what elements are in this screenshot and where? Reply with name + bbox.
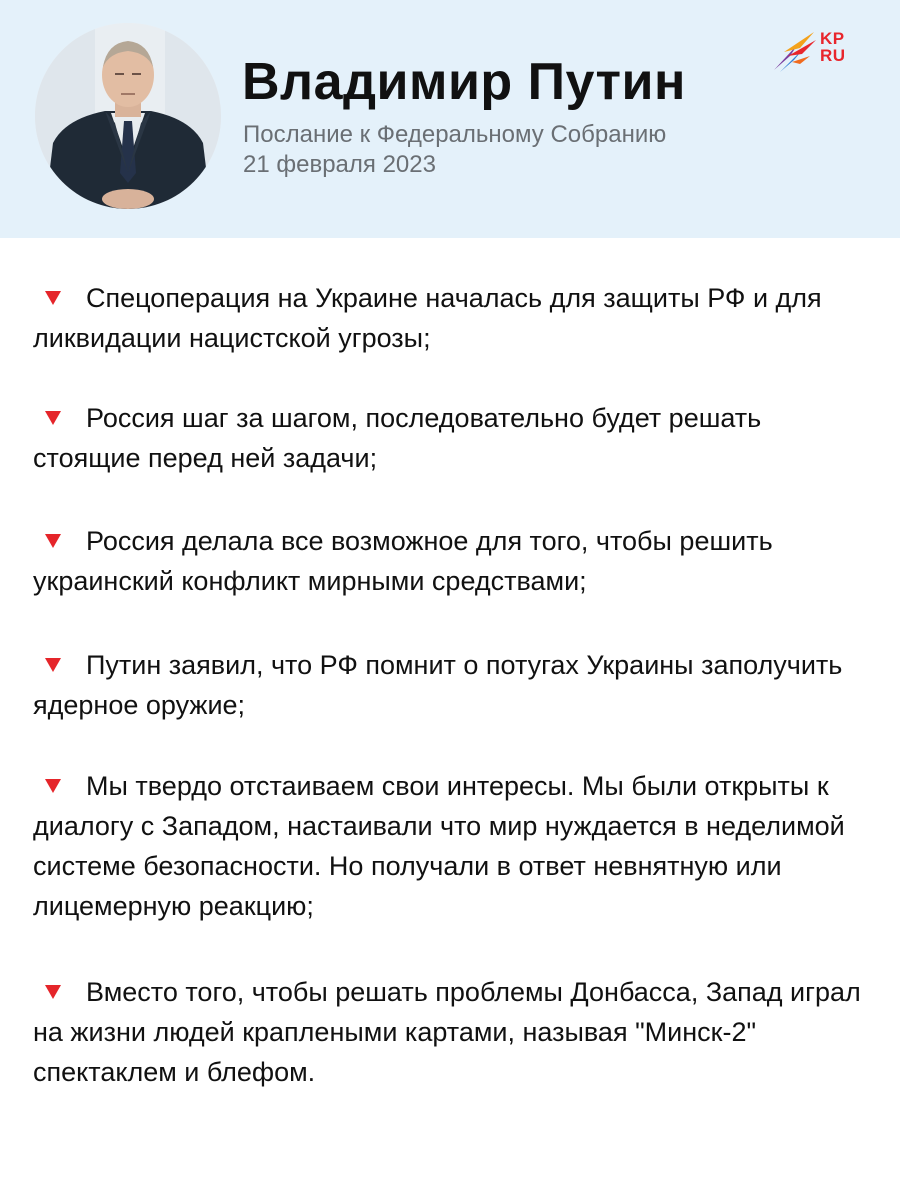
logo-text (820, 30, 846, 64)
kp-ru-logo-icon (770, 26, 870, 76)
portrait-photo (35, 23, 221, 209)
list-item-text: Спецоперация на Украине началась для защиты РФ и для ликвидации нацистской угрозы; (33, 283, 822, 353)
list-item (33, 645, 863, 725)
list-item (33, 398, 863, 478)
list-item-text: Вместо того, чтобы решать проблемы Донбасса, Запад играл на жизни людей краплеными картами, называя "Минск-2" спектаклем и блефом. (33, 977, 861, 1087)
list-item (33, 766, 863, 926)
list-item (33, 521, 863, 601)
red-triangle-down-icon (45, 534, 61, 548)
red-triangle-down-icon (45, 985, 61, 999)
list-item-text: Путин заявил, что РФ помнит о потугах Украины заполучить ядерное оружие; (33, 650, 843, 720)
event-date: 21 февраля 2023 (243, 151, 436, 178)
list-item-text: Мы твердо отстаиваем свои интересы. Мы были открыты к диалогу с Западом, настаивали что мир нуждается в неделимой системе безопасности. Но получали в ответ невнятную или лицемерную реакцию; (33, 771, 845, 921)
red-triangle-down-icon (45, 658, 61, 672)
avatar (35, 23, 221, 209)
event-title: Послание к Федеральному Собранию (243, 121, 667, 148)
list-item (33, 278, 863, 358)
red-triangle-down-icon (45, 411, 61, 425)
red-triangle-down-icon (45, 291, 61, 305)
red-triangle-down-icon (45, 779, 61, 793)
list-item (33, 972, 863, 1092)
bird-logo-icon (770, 26, 820, 76)
header (0, 0, 900, 238)
speaker-name: Владимир Путин (242, 53, 686, 111)
logo-text-bottom: RU (820, 46, 846, 65)
list-item-text: Россия шаг за шагом, последовательно будет решать стоящие перед ней задачи; (33, 403, 762, 473)
event-subtitle (243, 120, 666, 180)
logo-text-top: KP (820, 29, 845, 48)
list-item-text: Россия делала все возможное для того, чтобы решить украинский конфликт мирными средствами; (33, 526, 773, 596)
